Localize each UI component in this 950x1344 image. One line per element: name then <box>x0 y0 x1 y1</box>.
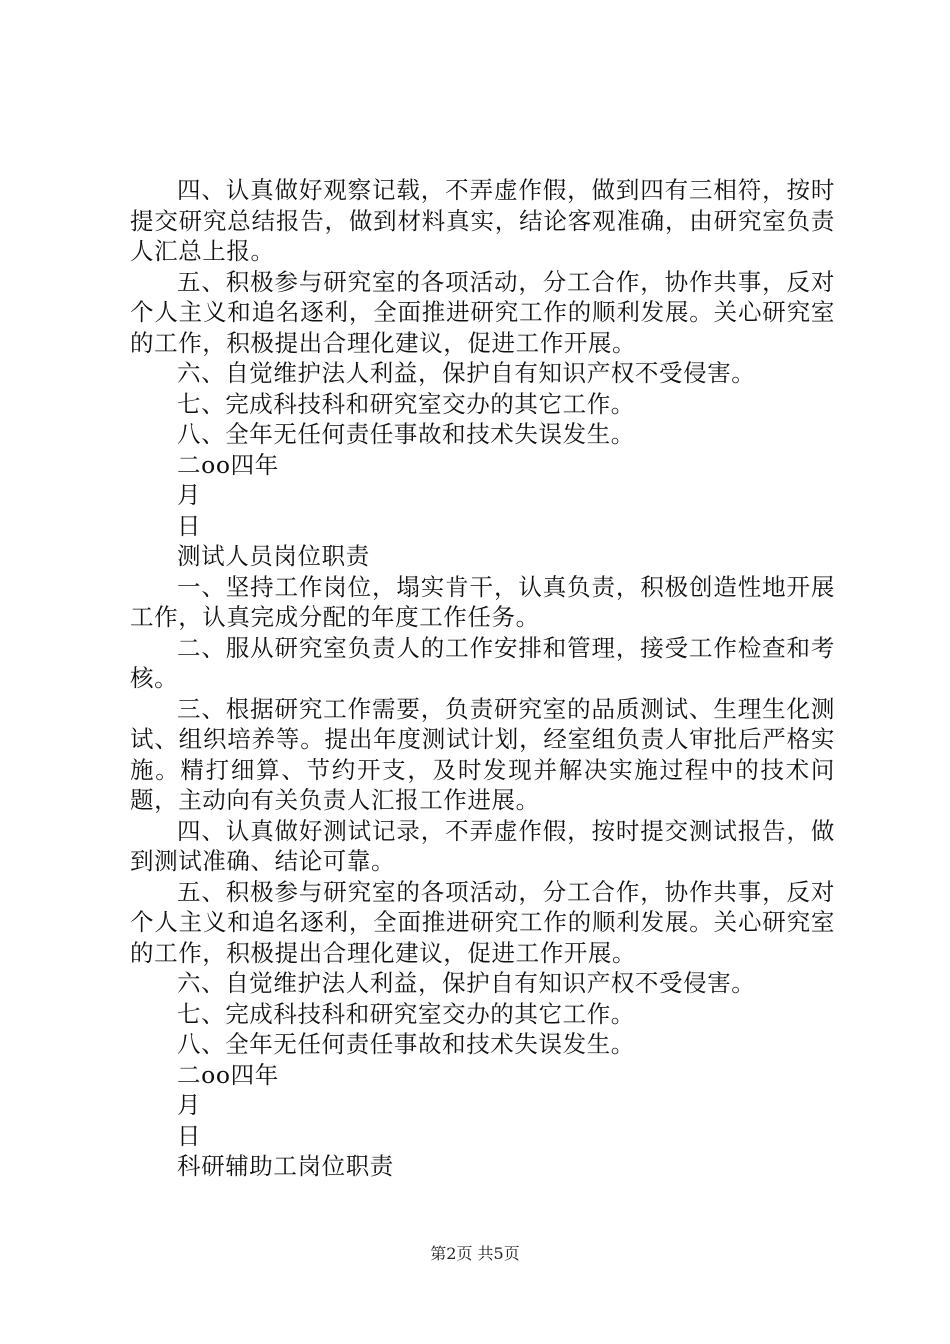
paragraph-s1-item-6: 六、自觉维护法人利益，保护自有知识产权不受侵害。 <box>177 359 756 387</box>
paragraph-s2-item-7: 七、完成科技科和研究室交办的其它工作。 <box>177 999 635 1028</box>
paragraph-s2-item-4: 四、认真做好测试记录，不弄虚作假，按时提交测试报告，做到测试准确、结论可靠。 <box>130 816 835 875</box>
date-year-2: 二oo四年 <box>177 1060 279 1089</box>
paragraph-s2-item-5: 五、积极参与研究室的各项活动，分工合作，协作共事，反对个人主义和追名逐利，全面推进研究工作的顺利发展。关心研究室的工作，积极提出合理化建议，促进工作开展。 <box>130 877 835 967</box>
section-title-research-assistant: 科研辅助工岗位职责 <box>177 1152 394 1180</box>
paragraph-s2-item-6: 六、自觉维护法人利益，保护自有知识产权不受侵害。 <box>177 969 756 997</box>
page-number-footer: 第2页 共5页 <box>430 1244 520 1263</box>
paragraph-s1-item-7: 七、完成科技科和研究室交办的其它工作。 <box>177 389 635 418</box>
paragraph-s2-item-2: 二、服从研究室负责人的工作安排和管理，接受工作检查和考核。 <box>130 633 835 692</box>
date-month-2: 月 <box>177 1091 202 1119</box>
document-body <box>130 175 835 1182</box>
date-day-2: 日 <box>177 1121 202 1150</box>
date-month-1: 月 <box>177 481 202 509</box>
paragraph-s1-item-5: 五、积极参与研究室的各项活动，分工合作，协作共事，反对个人主义和追名逐利，全面推进研究工作的顺利发展。关心研究室的工作，积极提出合理化建议，促进工作开展。 <box>130 267 835 357</box>
paragraph-s1-item-8: 八、全年无任何责任事故和技术失误发生。 <box>177 420 635 448</box>
section-title-testing-staff: 测试人员岗位职责 <box>177 542 370 570</box>
paragraph-s1-item-4: 四、认真做好观察记载，不弄虚作假，做到四有三相符，按时提交研究总结报告，做到材料真实，结论客观准确，由研究室负责人汇总上报。 <box>130 176 835 265</box>
paragraph-s2-item-3: 三、根据研究工作需要，负责研究室的品质测试、生理生化测试、组织培养等。提出年度测试计划，经室组负责人审批后严格实施。精打细算、节约开支，及时发现并解决实施过程中的技术问题，主动向有关负责人汇报工作进展。 <box>130 694 835 814</box>
date-year-1: 二oo四年 <box>177 450 279 479</box>
date-day-1: 日 <box>177 511 202 540</box>
paragraph-s2-item-1: 一、坚持工作岗位，塌实肯干，认真负责，积极创造性地开展工作，认真完成分配的年度工作任务。 <box>130 572 835 631</box>
paragraph-s2-item-8: 八、全年无任何责任事故和技术失误发生。 <box>177 1030 635 1058</box>
